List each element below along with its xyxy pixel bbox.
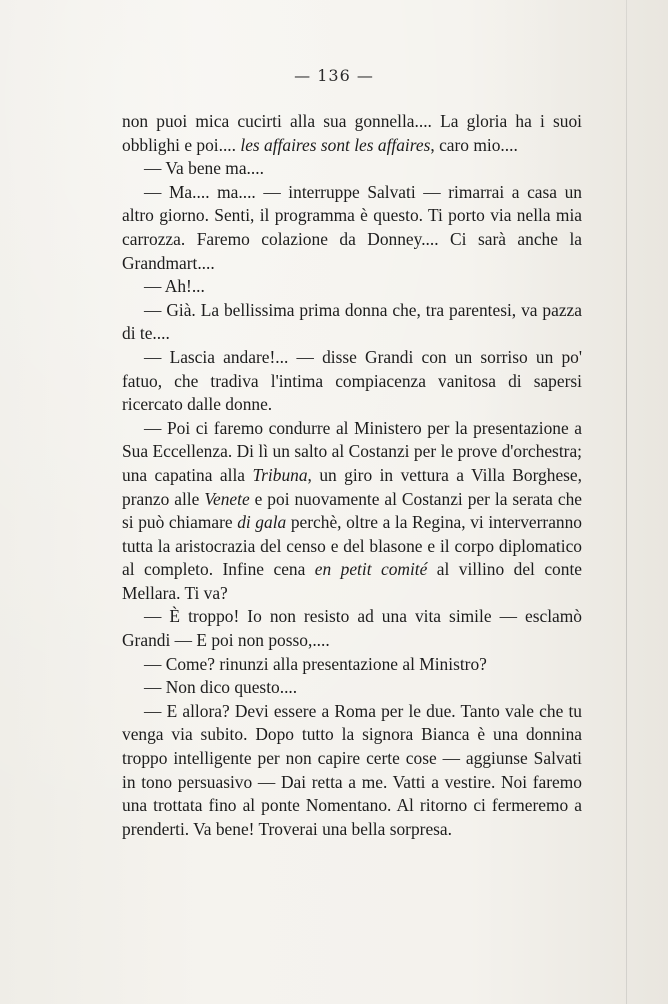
italic-text: di gala	[237, 512, 287, 533]
text-run: — Già. La bellissima prima donna che, tra parentesi, va pazza di te....	[122, 299, 582, 344]
text-run: — Lascia andare!... — disse Grandi con un sorriso un po' fatuo, che tradiva l'intima compiacenza vanitosa di sapersi ricercato dalle donne.	[122, 346, 582, 415]
paragraph	[122, 346, 582, 417]
text-run: perchè, oltre a la Regina, vi interverranno tutta la aristocrazia del censo e del blasone e il corpo diplomatico al completo. Infine cena	[122, 512, 583, 580]
text-run: , caro mio....	[430, 134, 518, 155]
text-run: al villino del conte Mellara. Ti va?	[122, 559, 582, 603]
paragraph	[122, 417, 582, 606]
page-number: — 136 —	[294, 66, 374, 85]
text-run: , un giro in vettura a Villa Borghese, pranzo alle	[122, 464, 583, 509]
text-run: — Ah!...	[144, 276, 205, 297]
text-run: e poi nuovamente al Costanzi per la serata che si può chiamare	[122, 488, 582, 533]
text-run: — È troppo! Io non resisto ad una vita simile — esclamò Grandi — E poi non posso,....	[122, 606, 582, 651]
text-run: — Poi ci faremo condurre al Ministero per la presentazione a Sua Eccellenza. Di lì un salto al Costanzi per le prove d'orchestra; una capatina alla	[122, 417, 582, 485]
paragraph	[122, 275, 582, 299]
paragraph	[122, 299, 582, 346]
paragraph	[122, 181, 582, 275]
text-run: — Non dico questo....	[144, 677, 298, 698]
paragraph	[122, 653, 582, 677]
text-run: — E allora? Devi essere a Roma per le due. Tanto vale che tu venga via subito. Dopo tutto la signora Bianca è una donnina troppo intelligente per non capire certe cose — aggiunse Salvati in tono persuasivo — Dai retta a me. Vatti a vestire. Noi faremo una trottata fino al ponte Nomentano. Al ritorno ci fermeremo a prenderti. Va bene! Troverai una bella sorpresa.	[122, 700, 582, 839]
italic-text: Tribuna	[252, 464, 308, 485]
text-run: non puoi mica cucirti alla sua gonnella.... La gloria ha i suoi obblighi e poi....	[122, 111, 582, 155]
text-run: — Va bene ma....	[144, 158, 264, 179]
paragraph	[122, 676, 582, 700]
page-edge-shadow	[626, 0, 627, 1004]
text-run: — Ma.... ma.... — interruppe Salvati — rimarrai a casa un altro giorno. Senti, il programma è questo. Ti porto via nella mia carrozza. Faremo colazione da Donney.... Ci sarà anche la Grandmart....	[122, 181, 582, 273]
body-text	[122, 110, 582, 841]
paragraph	[122, 700, 582, 842]
paragraph	[122, 157, 582, 181]
paragraph	[122, 110, 582, 157]
paragraph	[122, 605, 582, 652]
italic-text: Venete	[204, 488, 250, 509]
text-run: — Come? rinunzi alla presentazione al Ministro?	[144, 653, 487, 674]
italic-text: les affaires sont les affaires	[240, 134, 431, 155]
italic-text: en petit comité	[314, 559, 428, 580]
